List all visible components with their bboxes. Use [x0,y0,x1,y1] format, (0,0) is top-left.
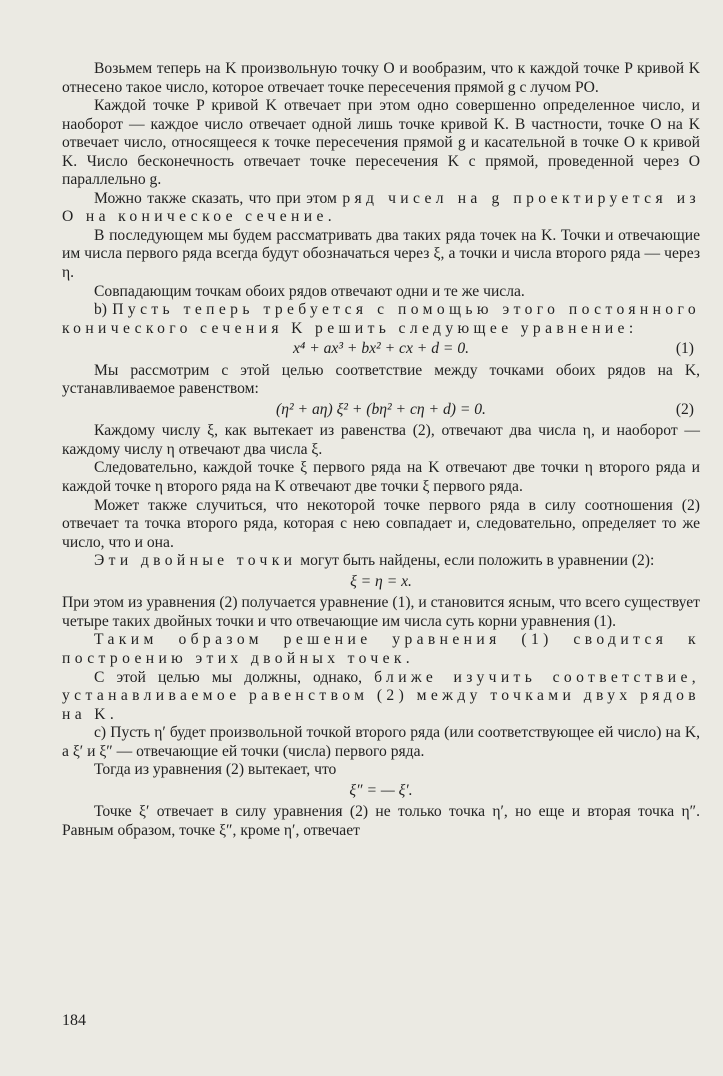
equation-3: ξ = η = x. [350,572,412,590]
equation-1-number: (1) [675,340,694,358]
equation-4: ξ″ = — ξ′. [349,781,413,799]
paragraph-10: Может также случиться, что некоторой точке первого ряда в силу соотношения (2) отвечает та точка второго ряда, которая с нею совпадает и, следовательно, определяет то же число, что и она. [62,496,700,551]
page-number: 184 [62,1012,86,1029]
equation-2-number: (2) [675,400,694,418]
paragraph-2: Каждой точке P кривой K отвечает при этом одно совершенно определенное число, и наоборот — каждое число отвечает одной лишь точке кривой K. В частности, точке O на K отвечает число, относящееся к точке пересечения прямой g и касательной в точке O к кривой K. Число бесконечность отвечает точке пересечения K с прямой, проведенной через O параллельно g. [62,97,700,189]
page-text [62,60,700,840]
paragraph-13: Таким образом решение уравнения (1) сводится к построению этих двойных точек. [62,631,700,667]
paragraph-9: Следовательно, каждой точке ξ первого ряда на K отвечают две точки η второго ряда и каждой точке η второго ряда на K отвечают две точки ξ первого ряда. [62,459,700,496]
paragraph-7: Мы рассмотрим с этой целью соответствие между точками обоих рядов на K, устанавливаемое равенством: [62,361,700,398]
spaced-emphasis: ближе изучить соответствие, устанавливаемое равенством (2) между точками двух рядов на K. [62,668,700,723]
paragraph-5: Совпадающим точкам обоих рядов отвечают одни и те же числа. [94,282,525,300]
paragraph-12: При этом из уравнения (2) получается уравнение (1), и становится ясным, что всего существует четыре таких двойных точки и что отвечающие им числа суть корни уравнения (1). [62,594,700,630]
paragraph-14 [62,669,700,725]
paragraph-1: Возьмем теперь на K произвольную точку O и вообразим, что к каждой точке P кривой K отнесено такое число, которое отвечает точке пересечения прямой g с лучом PO. [62,60,700,96]
equation-1 [62,340,700,359]
paragraph-4: В последующем мы будем рассматривать два таких ряда точек на K. Точки и отвечающие им числа первого ряда всегда будут обозначаться через ξ, а точки и числа второго ряда — через η. [62,226,700,282]
paragraph-3-start: Можно также сказать, что при этом [94,189,343,207]
spaced-emphasis: Пусть теперь требуется с помощью этого постоянного конического сечения K решить следующее уравнение: [62,301,700,337]
paragraph-11 [62,552,700,571]
equation-1-text: x⁴ + ax³ + bx² + cx + d = 0. [292,340,470,358]
equation-2 [62,401,700,420]
paragraph-11-rest: могут быть найдены, если положить в уравнении (2): [296,552,655,570]
paragraph-17: Точке ξ′ отвечает в силу уравнения (2) не только точка η′, но еще и вторая точка η″. Равным образом, точке ξ″, кроме η′, отвечает [62,803,700,839]
spaced-emphasis: ряд чисел на g проектируется из O на коническое сечение. [62,189,700,226]
paragraph-14-start: С этой целью мы должны, однако, [94,668,375,686]
item-marker-b: b) [94,301,113,319]
equation-2-text: (η² + aη) ξ² + (bη² + cη + d) = 0. [276,400,486,418]
paragraph-15: c) Пусть η′ будет произвольной точкой второго ряда (или соответствующее ей число) на K, а ξ′ и ξ″ — отвечающие ей точки (числа) первого ряда. [62,724,700,760]
paragraph-3 [62,190,700,227]
spaced-emphasis: Эти двойные точки [94,552,297,570]
paragraph-6 [62,301,700,338]
paragraph-8: Каждому числу ξ, как вытекает из равенства (2), отвечают два числа η, и наоборот — каждому числу η отвечают два числа ξ. [62,422,700,458]
paragraph-16: Тогда из уравнения (2) вытекает, что [94,761,337,779]
